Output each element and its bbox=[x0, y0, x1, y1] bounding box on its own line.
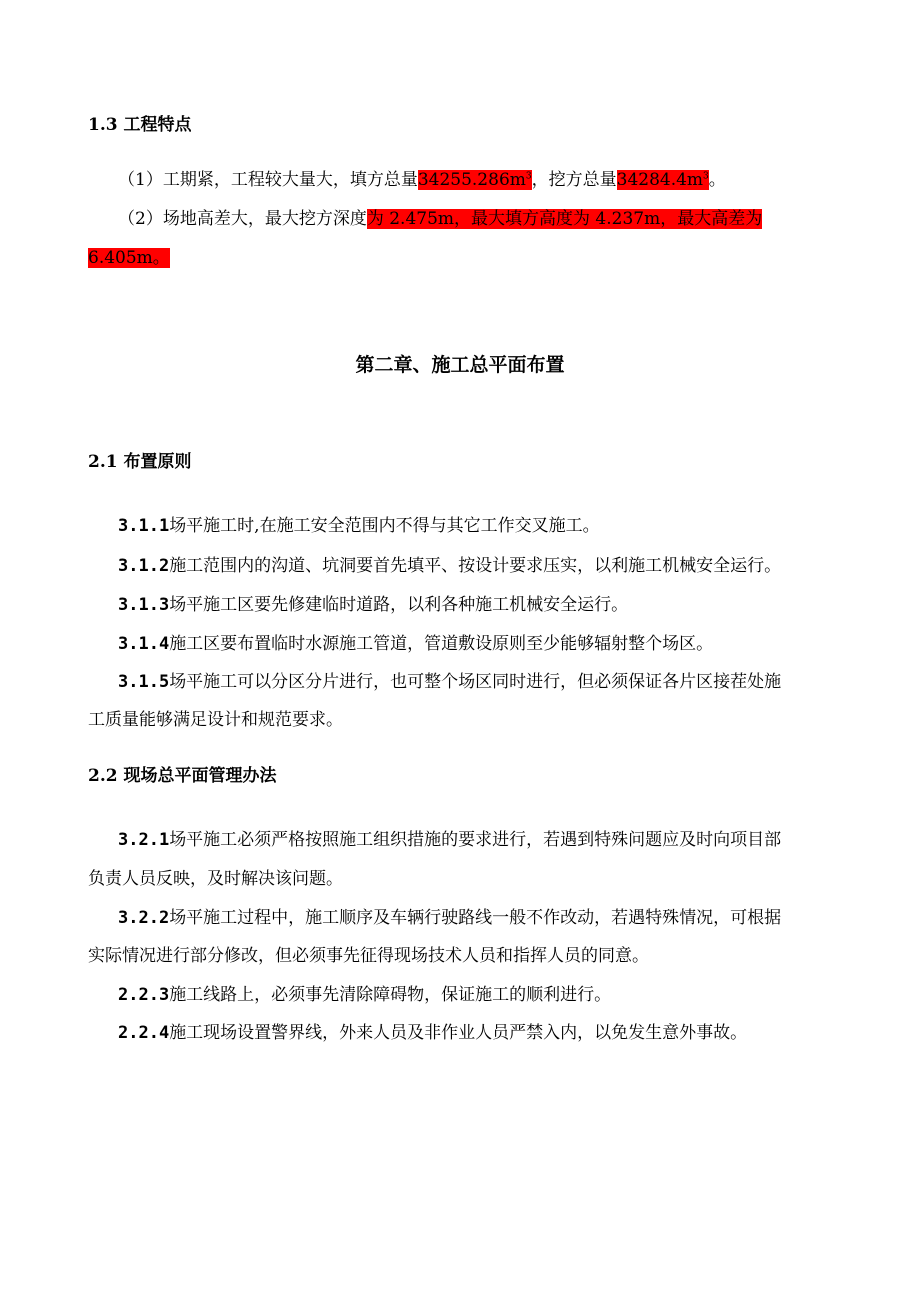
item-text: 场平施工可以分区分片进行，也可整个场区同时进行，但必须保证各片区接茬处施 bbox=[169, 672, 782, 692]
item-number: 3.1.4 bbox=[118, 634, 170, 654]
item-number: 2.2.3 bbox=[118, 985, 170, 1005]
item-number: 3.2.2 bbox=[118, 908, 170, 928]
superscript: 3 bbox=[525, 171, 532, 182]
text: ，挖方总量 bbox=[531, 170, 617, 190]
item-text: 施工区要布置临时水源施工管道，管道敷设原则至少能够辐射整个场区。 bbox=[169, 634, 714, 654]
paragraph-1-3-2 bbox=[118, 207, 762, 231]
list-item bbox=[118, 593, 628, 617]
item-number: 3.1.5 bbox=[118, 672, 170, 692]
paragraph-1-3-2-cont bbox=[88, 246, 170, 270]
highlight-fill-volume bbox=[418, 170, 532, 190]
item-number: 3.1.2 bbox=[118, 556, 170, 576]
paragraph-1-3-1 bbox=[118, 168, 726, 192]
item-number: 3.2.1 bbox=[118, 830, 170, 850]
list-item bbox=[118, 828, 781, 852]
item-text: 施工范围内的沟道、坑洞要首先填平、按设计要求压实，以利施工机械安全运行。 bbox=[169, 556, 782, 576]
section-heading-1-3: 1.3 工程特点 bbox=[88, 115, 192, 135]
cut-volume-value: 34284.4m bbox=[616, 170, 704, 190]
highlight-max-diff: 6.405m。 bbox=[88, 248, 170, 268]
item-text: 施工线路上，必须事先清除障碍物，保证施工的顺利进行。 bbox=[169, 985, 612, 1005]
list-item-cont: 工质量能够满足设计和规范要求。 bbox=[88, 710, 343, 730]
list-item bbox=[118, 1021, 747, 1045]
highlight-heights: 为 2.475m，最大填方高度为 4.237m，最大高差为 bbox=[366, 209, 763, 229]
list-item bbox=[118, 632, 713, 656]
list-item bbox=[118, 983, 611, 1007]
text: （1）工期紧，工程较大量大，填方总量 bbox=[118, 170, 418, 190]
item-text: 场平施工区要先修建临时道路，以利各种施工机械安全运行。 bbox=[169, 595, 629, 615]
section-heading-2-1: 2.1 布置原则 bbox=[88, 452, 192, 472]
list-item bbox=[118, 514, 600, 538]
highlight-cut-volume bbox=[617, 170, 709, 190]
chapter-title: 第二章、施工总平面布置 bbox=[355, 354, 565, 376]
item-text: 场平施工过程中，施工顺序及车辆行驶路线一般不作改动，若遇特殊情况，可根据 bbox=[169, 908, 782, 928]
item-number: 3.1.1 bbox=[118, 516, 170, 536]
list-item bbox=[118, 554, 781, 578]
text: 。 bbox=[708, 170, 726, 190]
list-item bbox=[118, 906, 781, 930]
text: （2）场地高差大，最大挖方深度 bbox=[118, 209, 367, 229]
item-text: 施工现场设置警界线，外来人员及非作业人员严禁入内，以免发生意外事故。 bbox=[169, 1023, 748, 1043]
item-text: 场平施工时,在施工安全范围内不得与其它工作交叉施工。 bbox=[169, 516, 600, 536]
item-number: 3.1.3 bbox=[118, 595, 170, 615]
section-heading-2-2: 2.2 现场总平面管理办法 bbox=[88, 766, 277, 786]
fill-volume-value: 34255.286m bbox=[417, 170, 526, 190]
list-item-cont: 实际情况进行部分修改，但必须事先征得现场技术人员和指挥人员的同意。 bbox=[88, 946, 649, 966]
list-item bbox=[118, 670, 781, 694]
item-number: 2.2.4 bbox=[118, 1023, 170, 1043]
list-item-cont: 负责人员反映，及时解决该问题。 bbox=[88, 869, 343, 889]
superscript: 3 bbox=[703, 171, 709, 182]
item-text: 场平施工必须严格按照施工组织措施的要求进行，若遇到特殊问题应及时向项目部 bbox=[169, 830, 782, 850]
